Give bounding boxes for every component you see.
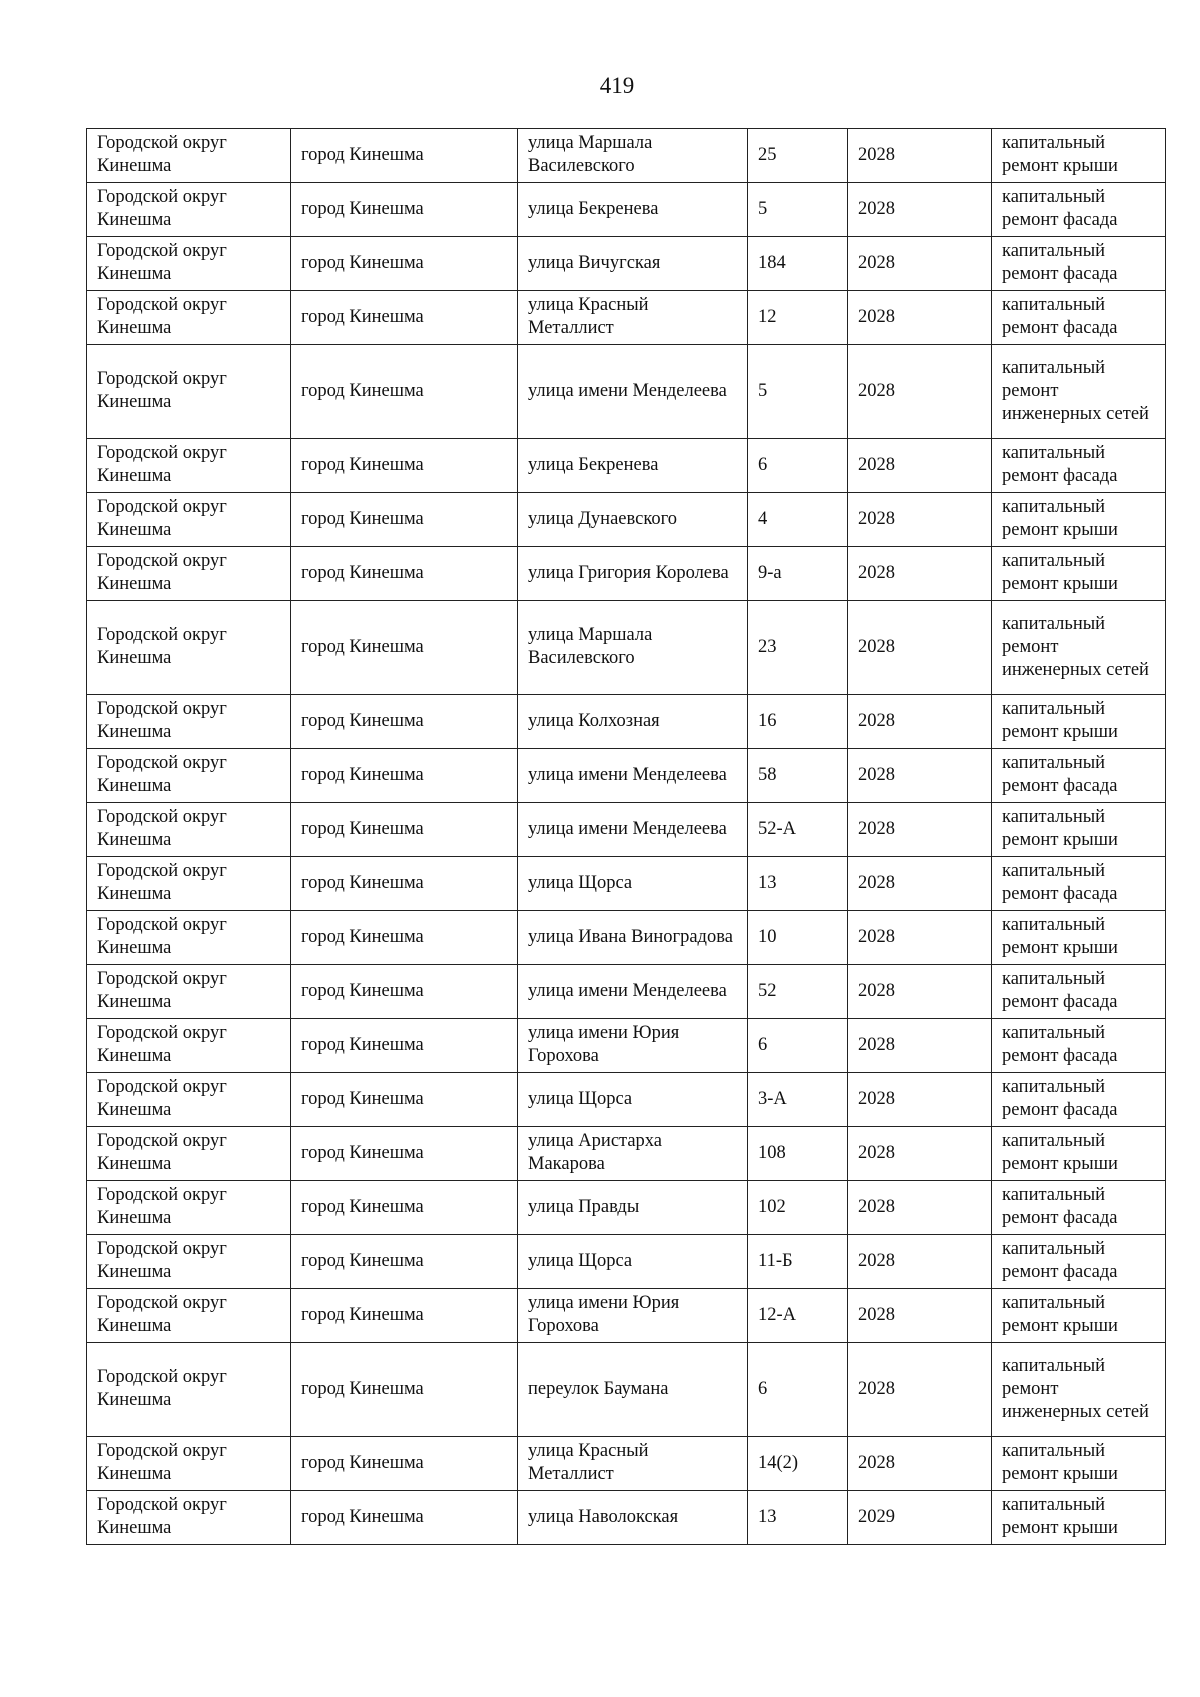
- house-number-cell: 16: [748, 695, 848, 749]
- house-number-cell: 10: [748, 911, 848, 965]
- street-cell: улица Маршала Василевского: [518, 601, 748, 695]
- city-cell: город Кинешма: [291, 695, 518, 749]
- street-cell: улица Наволокская: [518, 1491, 748, 1545]
- street-cell: улица Бекренева: [518, 439, 748, 493]
- year-cell: 2028: [848, 803, 992, 857]
- year-cell: 2028: [848, 1181, 992, 1235]
- district-cell: Городской округ Кинешма: [87, 857, 291, 911]
- street-cell: улица Щорса: [518, 857, 748, 911]
- district-cell: Городской округ Кинешма: [87, 1019, 291, 1073]
- table-row: [87, 857, 1166, 911]
- house-number-cell: 12: [748, 291, 848, 345]
- street-cell: улица Колхозная: [518, 695, 748, 749]
- district-cell: Городской округ Кинешма: [87, 911, 291, 965]
- street-cell: улица имени Юрия Горохова: [518, 1019, 748, 1073]
- house-number-cell: 23: [748, 601, 848, 695]
- street-cell: улица Вичугская: [518, 237, 748, 291]
- table-body: [87, 129, 1166, 1545]
- city-cell: город Кинешма: [291, 803, 518, 857]
- house-number-cell: 52-А: [748, 803, 848, 857]
- year-cell: 2028: [848, 1073, 992, 1127]
- street-cell: улица Правды: [518, 1181, 748, 1235]
- district-cell: Городской округ Кинешма: [87, 493, 291, 547]
- page-number: 419: [599, 73, 635, 98]
- table-row: [87, 803, 1166, 857]
- house-number-cell: 6: [748, 439, 848, 493]
- district-cell: Городской округ Кинешма: [87, 1343, 291, 1437]
- table-row: [87, 493, 1166, 547]
- city-cell: город Кинешма: [291, 749, 518, 803]
- year-cell: 2028: [848, 1127, 992, 1181]
- city-cell: город Кинешма: [291, 911, 518, 965]
- street-cell: улица Красный Металлист: [518, 1437, 748, 1491]
- house-number-cell: 9-а: [748, 547, 848, 601]
- table-row: [87, 439, 1166, 493]
- table-row: [87, 1019, 1166, 1073]
- work-type-cell: капитальный ремонт инженерных сетей: [992, 345, 1166, 439]
- table-row: [87, 1491, 1166, 1545]
- city-cell: город Кинешма: [291, 1073, 518, 1127]
- house-number-cell: 25: [748, 129, 848, 183]
- house-number-cell: 58: [748, 749, 848, 803]
- work-type-cell: капитальный ремонт крыши: [992, 1437, 1166, 1491]
- work-type-cell: капитальный ремонт фасада: [992, 749, 1166, 803]
- house-number-cell: 108: [748, 1127, 848, 1181]
- city-cell: город Кинешма: [291, 1343, 518, 1437]
- district-cell: Городской округ Кинешма: [87, 129, 291, 183]
- year-cell: 2028: [848, 291, 992, 345]
- street-cell: улица Красный Металлист: [518, 291, 748, 345]
- district-cell: Городской округ Кинешма: [87, 1127, 291, 1181]
- house-number-cell: 13: [748, 1491, 848, 1545]
- city-cell: город Кинешма: [291, 183, 518, 237]
- table-row: [87, 237, 1166, 291]
- district-cell: Городской округ Кинешма: [87, 695, 291, 749]
- district-cell: Городской округ Кинешма: [87, 1437, 291, 1491]
- work-type-cell: капитальный ремонт фасада: [992, 1235, 1166, 1289]
- street-cell: улица Щорса: [518, 1235, 748, 1289]
- street-cell: улица имени Менделеева: [518, 965, 748, 1019]
- year-cell: 2028: [848, 911, 992, 965]
- city-cell: город Кинешма: [291, 1437, 518, 1491]
- work-type-cell: капитальный ремонт фасада: [992, 439, 1166, 493]
- year-cell: 2028: [848, 1289, 992, 1343]
- house-number-cell: 52: [748, 965, 848, 1019]
- table-row: [87, 1127, 1166, 1181]
- district-cell: Городской округ Кинешма: [87, 1491, 291, 1545]
- work-type-cell: капитальный ремонт крыши: [992, 129, 1166, 183]
- table-row: [87, 911, 1166, 965]
- work-type-cell: капитальный ремонт фасада: [992, 857, 1166, 911]
- street-cell: улица Ивана Виноградова: [518, 911, 748, 965]
- work-type-cell: капитальный ремонт фасада: [992, 965, 1166, 1019]
- table-row: [87, 601, 1166, 695]
- street-cell: улица Дунаевского: [518, 493, 748, 547]
- house-number-cell: 6: [748, 1019, 848, 1073]
- city-cell: город Кинешма: [291, 237, 518, 291]
- house-number-cell: 5: [748, 183, 848, 237]
- city-cell: город Кинешма: [291, 1491, 518, 1545]
- street-cell: улица Григория Королева: [518, 547, 748, 601]
- street-cell: улица имени Менделеева: [518, 749, 748, 803]
- table-row: [87, 345, 1166, 439]
- work-type-cell: капитальный ремонт фасада: [992, 291, 1166, 345]
- work-type-cell: капитальный ремонт фасада: [992, 1181, 1166, 1235]
- year-cell: 2028: [848, 1235, 992, 1289]
- table-row: [87, 1073, 1166, 1127]
- district-cell: Городской округ Кинешма: [87, 291, 291, 345]
- work-type-cell: капитальный ремонт крыши: [992, 1127, 1166, 1181]
- year-cell: 2028: [848, 857, 992, 911]
- district-cell: Городской округ Кинешма: [87, 1181, 291, 1235]
- city-cell: город Кинешма: [291, 493, 518, 547]
- table-row: [87, 1343, 1166, 1437]
- district-cell: Городской округ Кинешма: [87, 345, 291, 439]
- district-cell: Городской округ Кинешма: [87, 183, 291, 237]
- work-type-cell: капитальный ремонт крыши: [992, 547, 1166, 601]
- city-cell: город Кинешма: [291, 1289, 518, 1343]
- house-number-cell: 3-А: [748, 1073, 848, 1127]
- table-row: [87, 129, 1166, 183]
- street-cell: улица Щорса: [518, 1073, 748, 1127]
- city-cell: город Кинешма: [291, 857, 518, 911]
- year-cell: 2028: [848, 695, 992, 749]
- year-cell: 2028: [848, 439, 992, 493]
- district-cell: Городской округ Кинешма: [87, 237, 291, 291]
- district-cell: Городской округ Кинешма: [87, 439, 291, 493]
- year-cell: 2028: [848, 345, 992, 439]
- house-number-cell: 11-Б: [748, 1235, 848, 1289]
- year-cell: 2029: [848, 1491, 992, 1545]
- year-cell: 2028: [848, 237, 992, 291]
- city-cell: город Кинешма: [291, 1019, 518, 1073]
- work-type-cell: капитальный ремонт крыши: [992, 493, 1166, 547]
- city-cell: город Кинешма: [291, 291, 518, 345]
- repair-schedule-table: [86, 128, 1166, 1545]
- work-type-cell: капитальный ремонт крыши: [992, 695, 1166, 749]
- year-cell: 2028: [848, 965, 992, 1019]
- work-type-cell: капитальный ремонт крыши: [992, 911, 1166, 965]
- table-row: [87, 1181, 1166, 1235]
- table-row: [87, 547, 1166, 601]
- district-cell: Городской округ Кинешма: [87, 749, 291, 803]
- table-row: [87, 183, 1166, 237]
- house-number-cell: 14(2): [748, 1437, 848, 1491]
- work-type-cell: капитальный ремонт фасада: [992, 183, 1166, 237]
- city-cell: город Кинешма: [291, 129, 518, 183]
- work-type-cell: капитальный ремонт фасада: [992, 1019, 1166, 1073]
- table-row: [87, 1289, 1166, 1343]
- house-number-cell: 5: [748, 345, 848, 439]
- street-cell: улица имени Менделеева: [518, 803, 748, 857]
- work-type-cell: капитальный ремонт крыши: [992, 1491, 1166, 1545]
- year-cell: 2028: [848, 183, 992, 237]
- street-cell: улица Аристарха Макарова: [518, 1127, 748, 1181]
- district-cell: Городской округ Кинешма: [87, 803, 291, 857]
- city-cell: город Кинешма: [291, 601, 518, 695]
- work-type-cell: капитальный ремонт крыши: [992, 803, 1166, 857]
- house-number-cell: 13: [748, 857, 848, 911]
- work-type-cell: капитальный ремонт фасада: [992, 1073, 1166, 1127]
- city-cell: город Кинешма: [291, 439, 518, 493]
- street-cell: улица имени Юрия Горохова: [518, 1289, 748, 1343]
- work-type-cell: капитальный ремонт инженерных сетей: [992, 601, 1166, 695]
- table-row: [87, 1235, 1166, 1289]
- city-cell: город Кинешма: [291, 1127, 518, 1181]
- work-type-cell: капитальный ремонт крыши: [992, 1289, 1166, 1343]
- city-cell: город Кинешма: [291, 965, 518, 1019]
- district-cell: Городской округ Кинешма: [87, 1289, 291, 1343]
- table-row: [87, 291, 1166, 345]
- year-cell: 2028: [848, 601, 992, 695]
- house-number-cell: 184: [748, 237, 848, 291]
- district-cell: Городской округ Кинешма: [87, 1235, 291, 1289]
- city-cell: город Кинешма: [291, 1181, 518, 1235]
- table-row: [87, 965, 1166, 1019]
- year-cell: 2028: [848, 1437, 992, 1491]
- year-cell: 2028: [848, 1019, 992, 1073]
- work-type-cell: капитальный ремонт инженерных сетей: [992, 1343, 1166, 1437]
- table-row: [87, 749, 1166, 803]
- table-row: [87, 1437, 1166, 1491]
- year-cell: 2028: [848, 1343, 992, 1437]
- year-cell: 2028: [848, 493, 992, 547]
- house-number-cell: 4: [748, 493, 848, 547]
- year-cell: 2028: [848, 547, 992, 601]
- table-row: [87, 695, 1166, 749]
- district-cell: Городской округ Кинешма: [87, 547, 291, 601]
- street-cell: улица Бекренева: [518, 183, 748, 237]
- district-cell: Городской округ Кинешма: [87, 1073, 291, 1127]
- house-number-cell: 12-А: [748, 1289, 848, 1343]
- year-cell: 2028: [848, 129, 992, 183]
- street-cell: переулок Баумана: [518, 1343, 748, 1437]
- street-cell: улица Маршала Василевского: [518, 129, 748, 183]
- district-cell: Городской округ Кинешма: [87, 965, 291, 1019]
- district-cell: Городской округ Кинешма: [87, 601, 291, 695]
- city-cell: город Кинешма: [291, 547, 518, 601]
- house-number-cell: 102: [748, 1181, 848, 1235]
- street-cell: улица имени Менделеева: [518, 345, 748, 439]
- work-type-cell: капитальный ремонт фасада: [992, 237, 1166, 291]
- city-cell: город Кинешма: [291, 1235, 518, 1289]
- house-number-cell: 6: [748, 1343, 848, 1437]
- city-cell: город Кинешма: [291, 345, 518, 439]
- year-cell: 2028: [848, 749, 992, 803]
